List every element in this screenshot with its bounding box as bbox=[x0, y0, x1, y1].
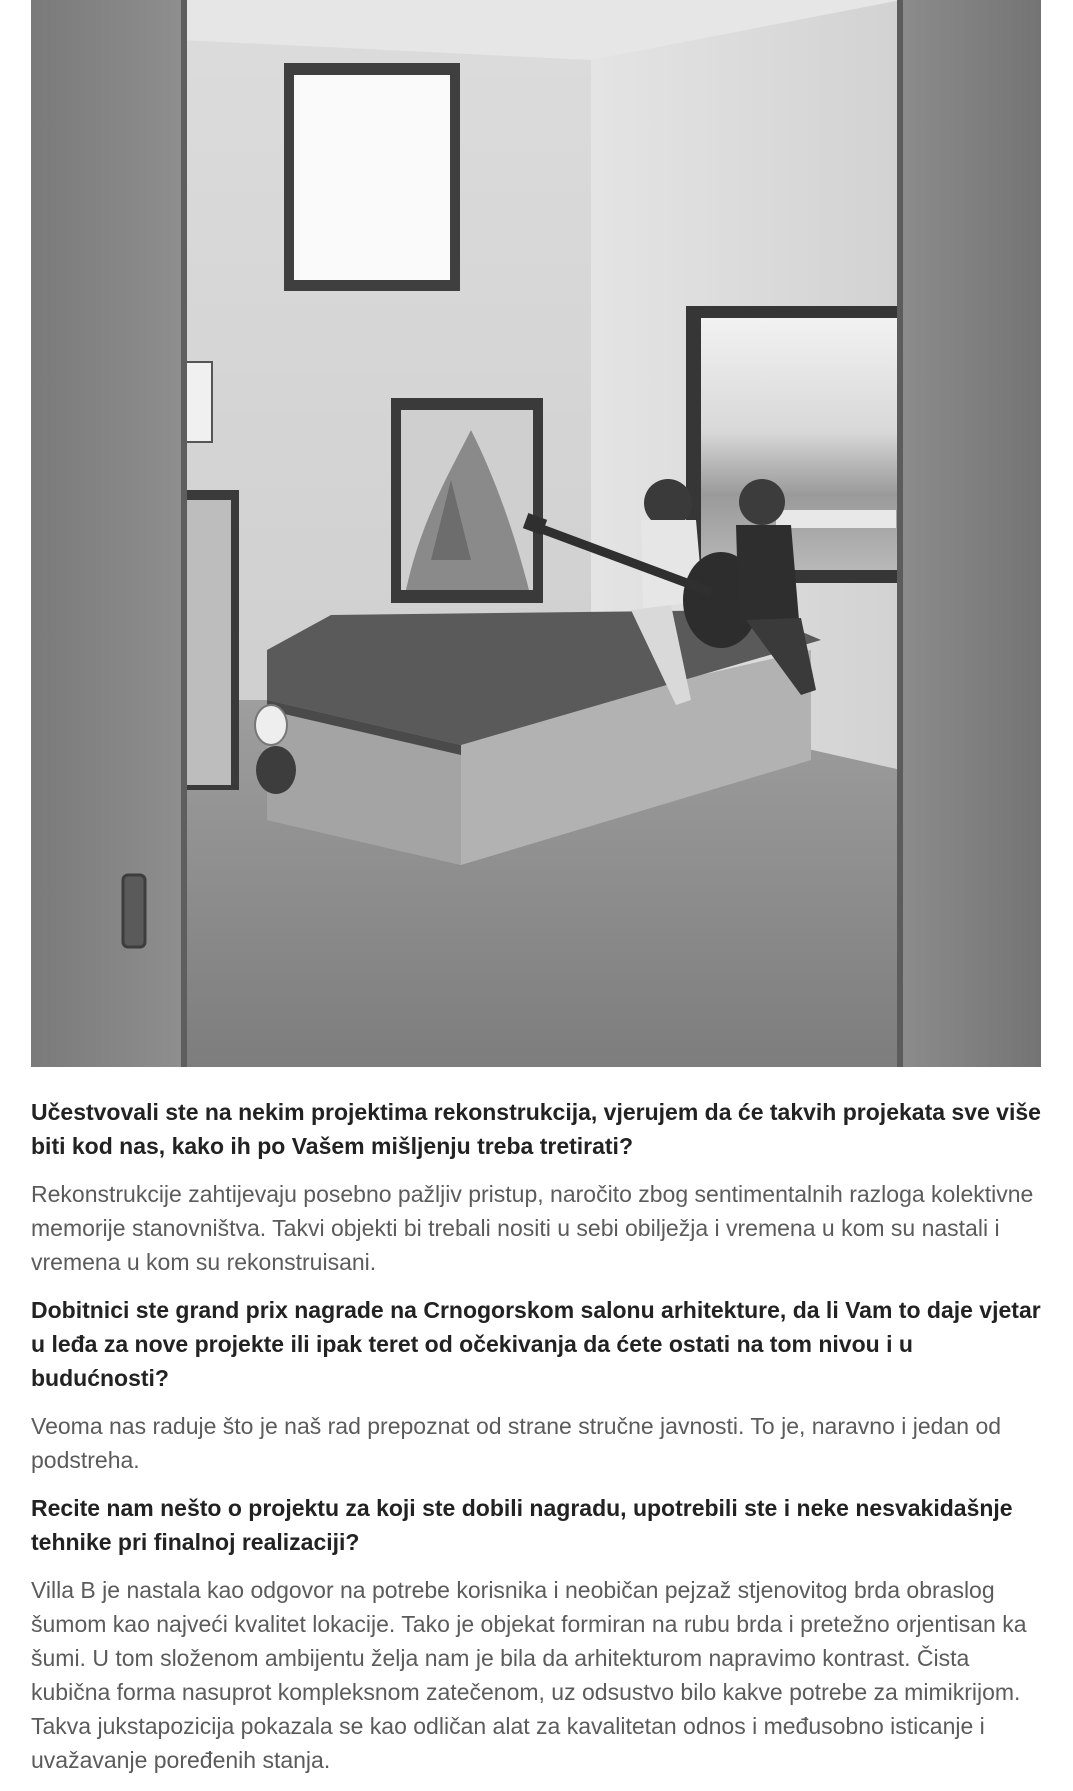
bedroom-photo bbox=[31, 0, 1041, 1067]
article-photo bbox=[31, 0, 1041, 1067]
answer-3: Villa B je nastala kao odgovor na potrebe korisnika i neobičan pejzaž stjenovitog brda obraslog šumom kao najveći kvalitet lokacije. Tako je objekat formiran na rubu brda i pretežno orjentisan ka šumi. U tom složenom ambijentu želja nam je bila da arhitekturom napravimo kontrast. Čista kubična forma nasuprot kompleksnom zatečenom, uz odsustvo bilo kakve potrebe za mimikrijom. Takva jukstapozicija pokazala se kao odličan alat za kavalitetan odnos i međusobno isticanje i uvažavanje poređenih stanja. bbox=[31, 1577, 1027, 1773]
answer-2: Veoma nas raduje što je naš rad prepoznat od strane stručne javnosti. To je, naravno i jedan od podstreha. bbox=[31, 1413, 1002, 1473]
article bbox=[31, 0, 1041, 1791]
interview-section bbox=[31, 1095, 1041, 1777]
question-2: Dobitnici ste grand prix nagrade na Crnogorskom salonu arhitekture, da li Vam to daje vjetar u leđa za nove projekte ili ipak teret od očekivanja da ćete ostati na tom nivou i u budućnosti? bbox=[31, 1297, 1041, 1391]
question-1: Učestvovali ste na nekim projektima rekonstrukcija, vjerujem da će takvih projekata sve više biti kod nas, kako ih po Vašem mišljenju treba tretirati? bbox=[31, 1099, 1041, 1159]
answer-1: Rekonstrukcije zahtijevaju posebno pažljiv pristup, naročito zbog sentimentalnih razloga kolektivne memorije stanovništva. Takvi objekti bi trebali nositi u sebi obilježja i vremena u kom su nastali i vremena u kom su rekonstruisani. bbox=[31, 1181, 1034, 1275]
question-3: Recite nam nešto o projektu za koji ste dobili nagradu, upotrebili ste i neke nesvakidašnje tehnike pri finalnoj realizaciji? bbox=[31, 1495, 1013, 1555]
